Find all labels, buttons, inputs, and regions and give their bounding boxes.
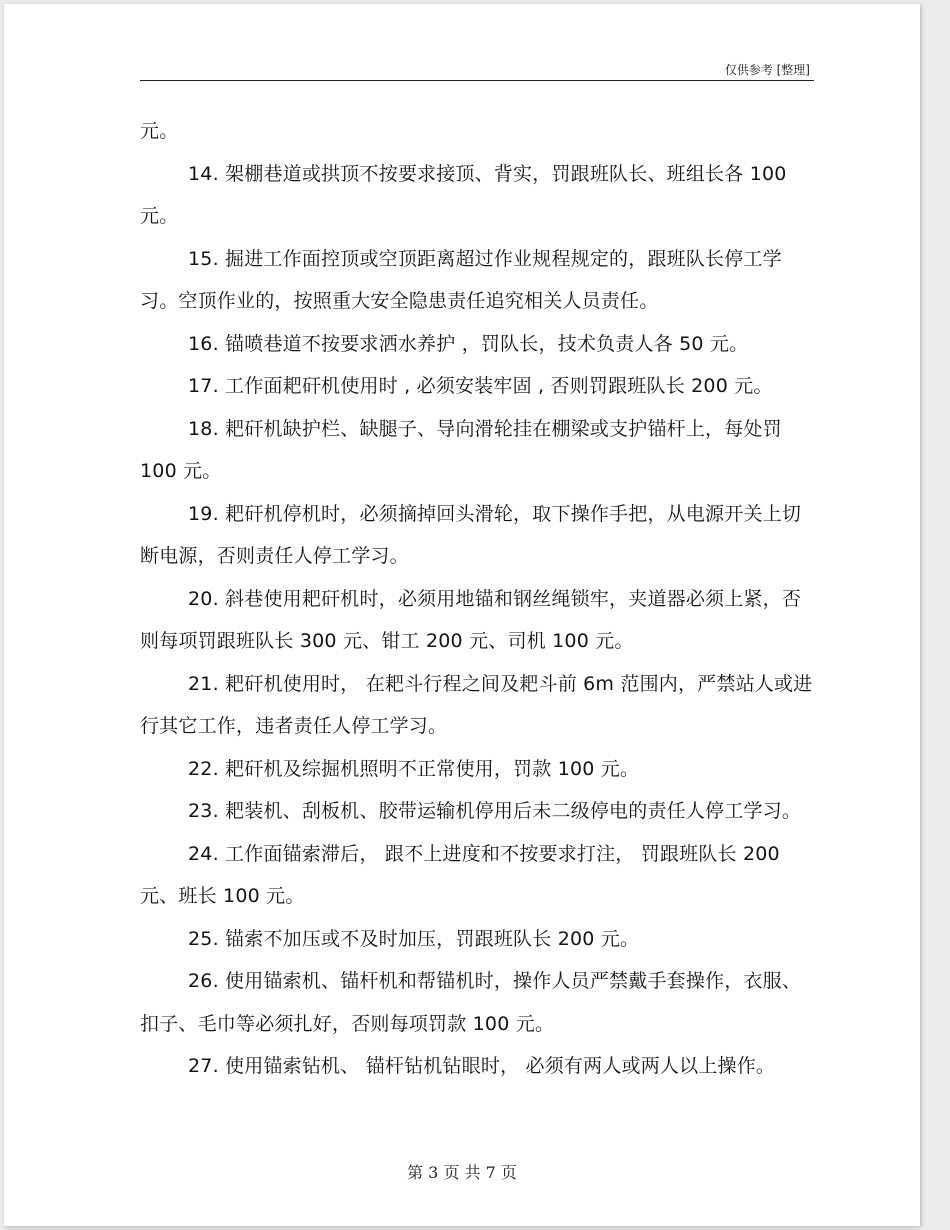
paragraph-item-24: 24. 工作面锚索滞后， 跟不上进度和不按要求打注， 罚跟班队长 200 元、班长 100 元。 [140,842,787,907]
paragraph-item-17: 17. 工作面耙矸机使用时 , 必须安装牢固 , 否则罚跟班队长 200 元。 [188,375,773,397]
paragraph-item-16: 16. 锚喷巷道不按要求洒水养护 ，罚队长，技术负责人各 50 元。 [188,332,749,355]
header-note: 仅供参考 [整理] [724,63,810,77]
document-page [4,4,920,1226]
paragraph-item-19: 19. 耙矸机停机时，必须摘掉回头滑轮，取下操作手把，从电源开关上切断电源，否则责任人停工学习。 [140,502,802,567]
paragraph-item-25: 25. 锚索不加压或不及时加压，罚跟班队长 200 元。 [188,927,640,950]
paragraph-item-15: 15. 掘进工作面控顶或空顶距离超过作业规程规定的，跟班队长停工学习。空顶作业的，按照重大安全隐患责任追究相关人员责任。 [140,247,782,312]
paragraph-item-14: 14. 架棚巷道或拱顶不按要求接顶、背实，罚跟班队长、班组长各 100 元。 [140,162,793,227]
header-divider [140,80,814,81]
paragraph-item-26: 26. 使用锚索机、锚杆机和帮锚机时，操作人员严禁戴手套操作，衣服、扣子、毛巾等必须扎好，否则每项罚款 100 元。 [140,970,802,1035]
paragraph-item-20: 20. 斜巷使用耙矸机时，必须用地锚和钢丝绳锁牢，夹道器必须上紧，否则每项罚跟班队长 300 元、钳工 200 元、司机 100 元。 [140,587,802,652]
paragraph-item-18: 18. 耙矸机缺护栏、缺腿子、导向滑轮挂在棚梁或支护锚杆上，每处罚 100 元。 [140,417,789,482]
paragraph-continuation: 元。 [140,120,179,142]
paragraph-item-22: 22. 耙矸机及综掘机照明不正常使用，罚款 100 元。 [188,757,640,780]
paragraph-item-27: 27. 使用锚索钻机、 锚杆钻机钻眼时， 必须有两人或两人以上操作。 [188,1055,776,1077]
paragraph-item-23: 23. 耙装机、刮板机、胶带运输机停用后未二级停电的责任人停工学习。 [188,800,802,822]
document-body [140,110,814,1088]
paragraph-item-21: 21. 耙矸机使用时， 在耙斗行程之间及耙斗前 6m 范围内，严禁站人或进行其它工作，违者责任人停工学习。 [140,672,813,737]
page-number: 第 3 页 共 7 页 [407,1163,517,1182]
